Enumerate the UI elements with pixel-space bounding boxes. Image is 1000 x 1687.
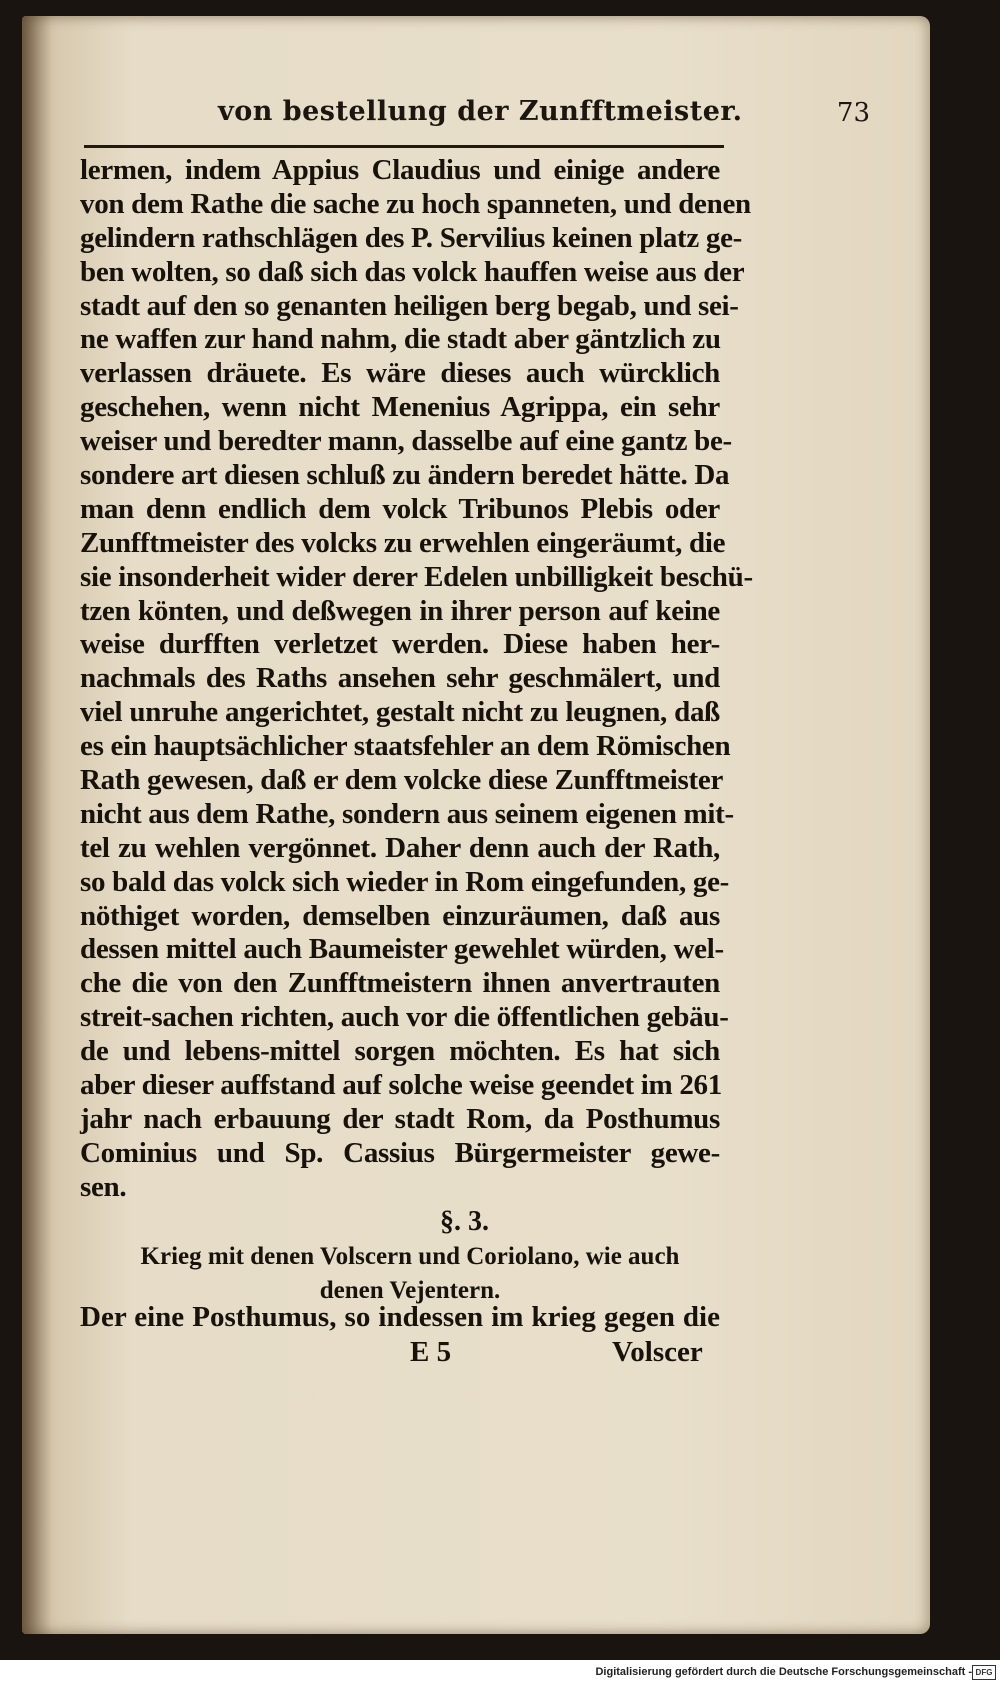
- text-line: sie insonderheit wider derer Edelen unbilligkeit beschü-: [80, 560, 753, 593]
- text-line: Cominius und Sp. Cassius Bürgermeister gewe-: [80, 1136, 720, 1169]
- text-line: nöthiget worden, demselben einzuräumen, daß aus: [80, 899, 720, 932]
- text-line: sondere art diesen schluß zu ändern beredet hätte. Da: [80, 459, 730, 492]
- text-line: weise durfften verletzet werden. Diese haben her-: [80, 628, 720, 661]
- text-line: Rath gewesen, daß er dem volcke diese Zunfftmeister: [80, 764, 724, 797]
- catchword: Volscer: [612, 1336, 703, 1368]
- header-rule: [84, 145, 724, 148]
- footer-credit: Digitalisierung gefördert durch die Deutsche Forschungsgemeinschaft -: [595, 1666, 972, 1678]
- running-head: [150, 92, 870, 136]
- text-line: geschehen, wenn nicht Menenius Agrippa, ein sehr: [80, 391, 720, 424]
- text-line: jahr nach erbauung der stadt Rom, da Posthumus: [80, 1102, 720, 1135]
- body-text: [80, 154, 753, 1205]
- text-line: man denn endlich dem volck Tribunos Plebis oder: [80, 492, 720, 525]
- text-line: dessen mittel auch Baumeister gewehlet würden, wel-: [80, 933, 724, 966]
- running-title: von bestellung der Zunfftmeister.: [218, 96, 743, 127]
- signature-mark: E 5: [410, 1336, 452, 1368]
- page-gutter: [22, 16, 52, 1634]
- text-line: stadt auf den so genanten heiligen berg begab, und sei-: [80, 289, 739, 322]
- text-line: nachmals des Raths ansehen sehr geschmälert, und: [80, 662, 720, 695]
- text-line: so bald das volck sich wieder in Rom eingefunden, ge-: [80, 865, 730, 898]
- text-line: lermen, indem Appius Claudius und einige andere: [80, 154, 720, 186]
- page-number: 73: [836, 98, 870, 128]
- text-line: es ein hauptsächlicher staatsfehler an dem Römischen: [80, 730, 731, 763]
- text-line: gelindern rathschlägen des P. Servilius keinen platz ge-: [80, 221, 743, 254]
- footer-bar: [0, 1660, 1000, 1687]
- section-heading: [90, 1240, 730, 1308]
- text-line: ne waffen zur hand nahm, die stadt aber gäntzlich zu: [80, 323, 721, 356]
- text-line: nicht aus dem Rathe, sondern aus seinem eigenen mit-: [80, 797, 734, 830]
- section-heading-line: denen Vejentern.: [319, 1277, 501, 1304]
- text-line: sen.: [80, 1170, 127, 1203]
- text-line: weiser und beredter mann, dasselbe auf eine gantz be-: [80, 425, 732, 458]
- text-line: viel unruhe angerichtet, gestalt nicht zu leugnen, daß: [80, 696, 720, 729]
- section-heading-line: Krieg mit denen Volscern und Coriolano, wie auch: [140, 1243, 680, 1270]
- dfg-logo-icon: DFG: [972, 1665, 996, 1680]
- text-line: aber dieser auffstand auf solche weise geendet im 261: [80, 1069, 722, 1102]
- text-line: che die von den Zunfftmeistern ihnen anvertrauten: [80, 967, 720, 1000]
- continuation-line: Der eine Posthumus, so indessen im krieg gegen die: [80, 1301, 720, 1333]
- text-line: Zunfftmeister des volcks zu erwehlen eingeräumt, die: [80, 526, 726, 559]
- text-line: ben wolten, so daß sich das volck hauffen weise aus der: [80, 255, 745, 288]
- text-line: de und lebens-mittel sorgen möchten. Es hat sich: [80, 1035, 720, 1068]
- text-line: verlassen dräuete. Es wäre dieses auch würcklich: [80, 357, 720, 390]
- text-line: streit-sachen richten, auch vor die öffentlichen gebäu-: [80, 1001, 729, 1034]
- section-number: §. 3.: [440, 1206, 489, 1237]
- text-line: tzen könten, und deßwegen in ihrer person auf keine: [80, 594, 720, 627]
- text-line: tel zu wehlen vergönnet. Daher denn auch der Rath,: [80, 831, 720, 864]
- text-line: von dem Rathe die sache zu hoch spanneten, und denen: [80, 187, 751, 220]
